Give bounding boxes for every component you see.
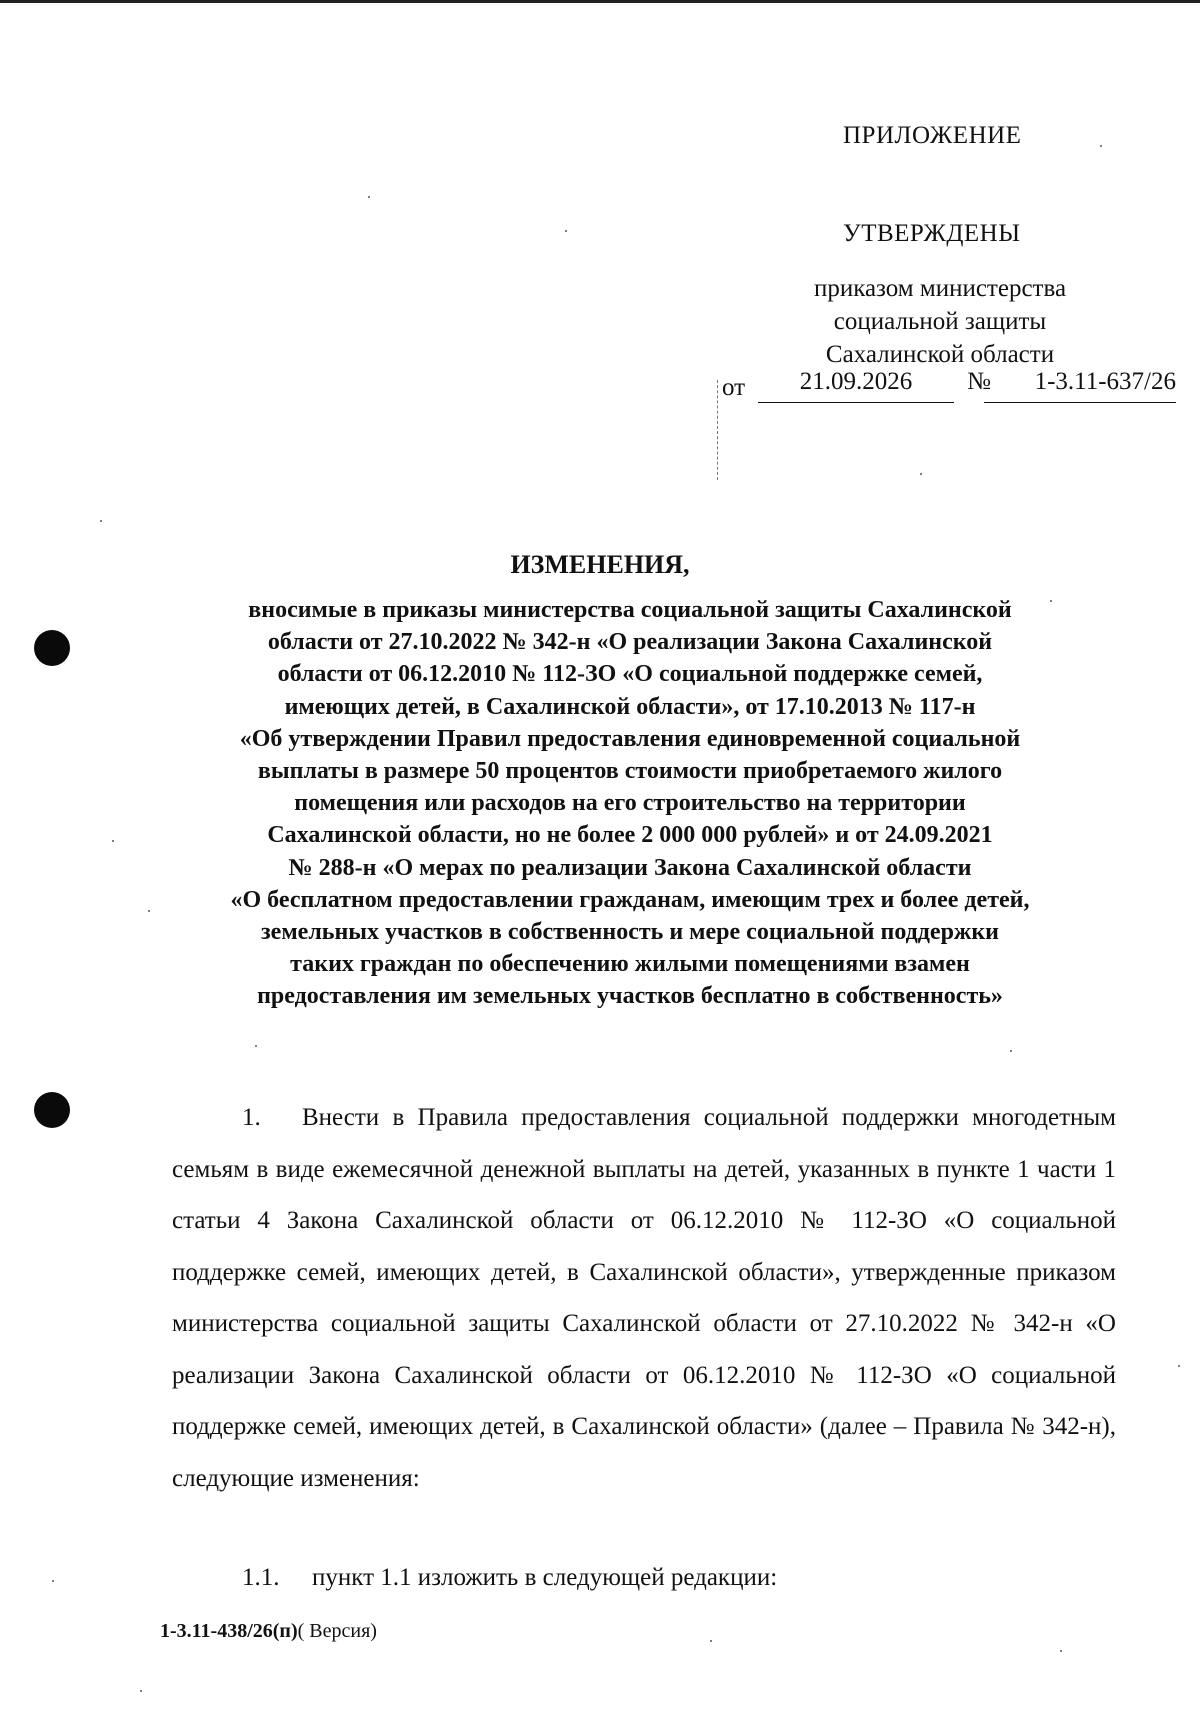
- subtitle-line: области от 06.12.2010 № 112-ЗО «О социальной поддержке семей,: [277, 661, 983, 688]
- scan-speck: [368, 196, 370, 198]
- scan-speck: [1010, 1050, 1012, 1052]
- scan-speck: [148, 910, 150, 912]
- document-title: ИЗМЕНЕНИЯ,: [510, 550, 690, 579]
- number-label: №: [967, 368, 991, 395]
- order-line: приказом министерства: [813, 275, 1067, 302]
- document-subtitle: [170, 594, 1090, 1013]
- scan-speck: [565, 230, 567, 232]
- subtitle-line: № 288-н «О мерах по реализации Закона Сахалинской области: [288, 854, 972, 881]
- punch-hole-bottom: [34, 1092, 70, 1128]
- appendix-label: ПРИЛОЖЕНИЕ: [843, 122, 1022, 149]
- subtitle-line: земельных участков в собственность и мере социальной поддержки: [261, 919, 999, 946]
- order-line: Сахалинской области: [825, 341, 1055, 368]
- order-issuer: [760, 272, 1120, 371]
- punch-hole-top: [34, 630, 70, 666]
- order-line: социальной защиты: [833, 308, 1047, 335]
- subtitle-line: таких граждан по обеспечению жилыми помещениями взамен: [290, 951, 970, 978]
- paragraph-item-1: [172, 1092, 1116, 1504]
- document-footer-code: [160, 1620, 377, 1643]
- scan-speck: [710, 1640, 712, 1642]
- item-number: 1.1.: [242, 1564, 280, 1591]
- subtitle-line: помещения или расходов на его строительство на территории: [294, 790, 966, 817]
- scan-speck: [52, 1580, 54, 1582]
- paragraph-item-1-1: [242, 1564, 777, 1592]
- item-number: 1.: [242, 1104, 261, 1131]
- scan-speck: [255, 1045, 257, 1047]
- item-text: Внести в Правила предоставления социальной поддержки многодетным семьям в виде ежемесячной денежной выплаты на детей, указанных в пункте 1 части 1 статьи 4 Закона Сахалинской области от 06.12.2010 № 112-ЗО «О социальной поддержке семей, имеющих детей, в Сахалинской области», утвержденные приказом министерства социальной защиты Сахалинской области от 27.10.2022 № 342-н «О реализации Закона Сахалинской области от 06.12.2010 № 112-ЗО «О социальной поддержке семей, имеющих детей, в Сахалинской области» (далее – Правила № 342-н), следующие изменения:: [172, 1104, 1116, 1492]
- scan-speck: [1060, 1650, 1062, 1652]
- scan-speck: [100, 520, 102, 522]
- date-prefix: от: [722, 374, 746, 401]
- subtitle-line: Сахалинской области, но не более 2 000 000 рублей» и от 24.09.2021: [267, 822, 993, 849]
- scan-speck: [1100, 145, 1102, 147]
- subtitle-line: имеющих детей, в Сахалинской области», от 17.10.2013 № 117-н: [284, 693, 976, 720]
- subtitle-line: «Об утверждении Правил предоставления единовременной социальной: [239, 725, 1021, 752]
- scan-speck: [920, 473, 922, 475]
- subtitle-line: выплаты в размере 50 процентов стоимости приобретаемого жилого: [257, 758, 1003, 785]
- scan-edge: [0, 0, 1200, 3]
- subtitle-line: вносимые в приказы министерства социальной защиты Сахалинской: [248, 597, 1012, 623]
- order-date-number: [712, 368, 1182, 412]
- document-body: [172, 1092, 1116, 1504]
- item-text: пункт 1.1 изложить в следующей редакции:: [312, 1564, 778, 1591]
- subtitle-line: области от 27.10.2022 № 342-н «О реализации Закона Сахалинской: [267, 629, 993, 656]
- footer-doc-code: 1-3.11-438/26(п): [160, 1620, 298, 1642]
- approved-label: УТВЕРЖДЕНЫ: [843, 220, 1021, 247]
- subtitle-line: предоставления им земельных участков бесплатно в собственность»: [257, 983, 1003, 1010]
- order-number: 1-3.11-637/26: [984, 368, 1176, 403]
- subtitle-line: «О бесплатном предоставлении гражданам, имеющим трех и более детей,: [230, 886, 1030, 913]
- order-date: 21.09.2026: [758, 368, 954, 403]
- scan-speck: [1050, 600, 1052, 602]
- footer-version: ( Версия): [297, 1620, 377, 1642]
- scan-speck: [1178, 1365, 1180, 1367]
- scan-speck: [140, 1690, 142, 1692]
- scan-speck: [112, 840, 114, 842]
